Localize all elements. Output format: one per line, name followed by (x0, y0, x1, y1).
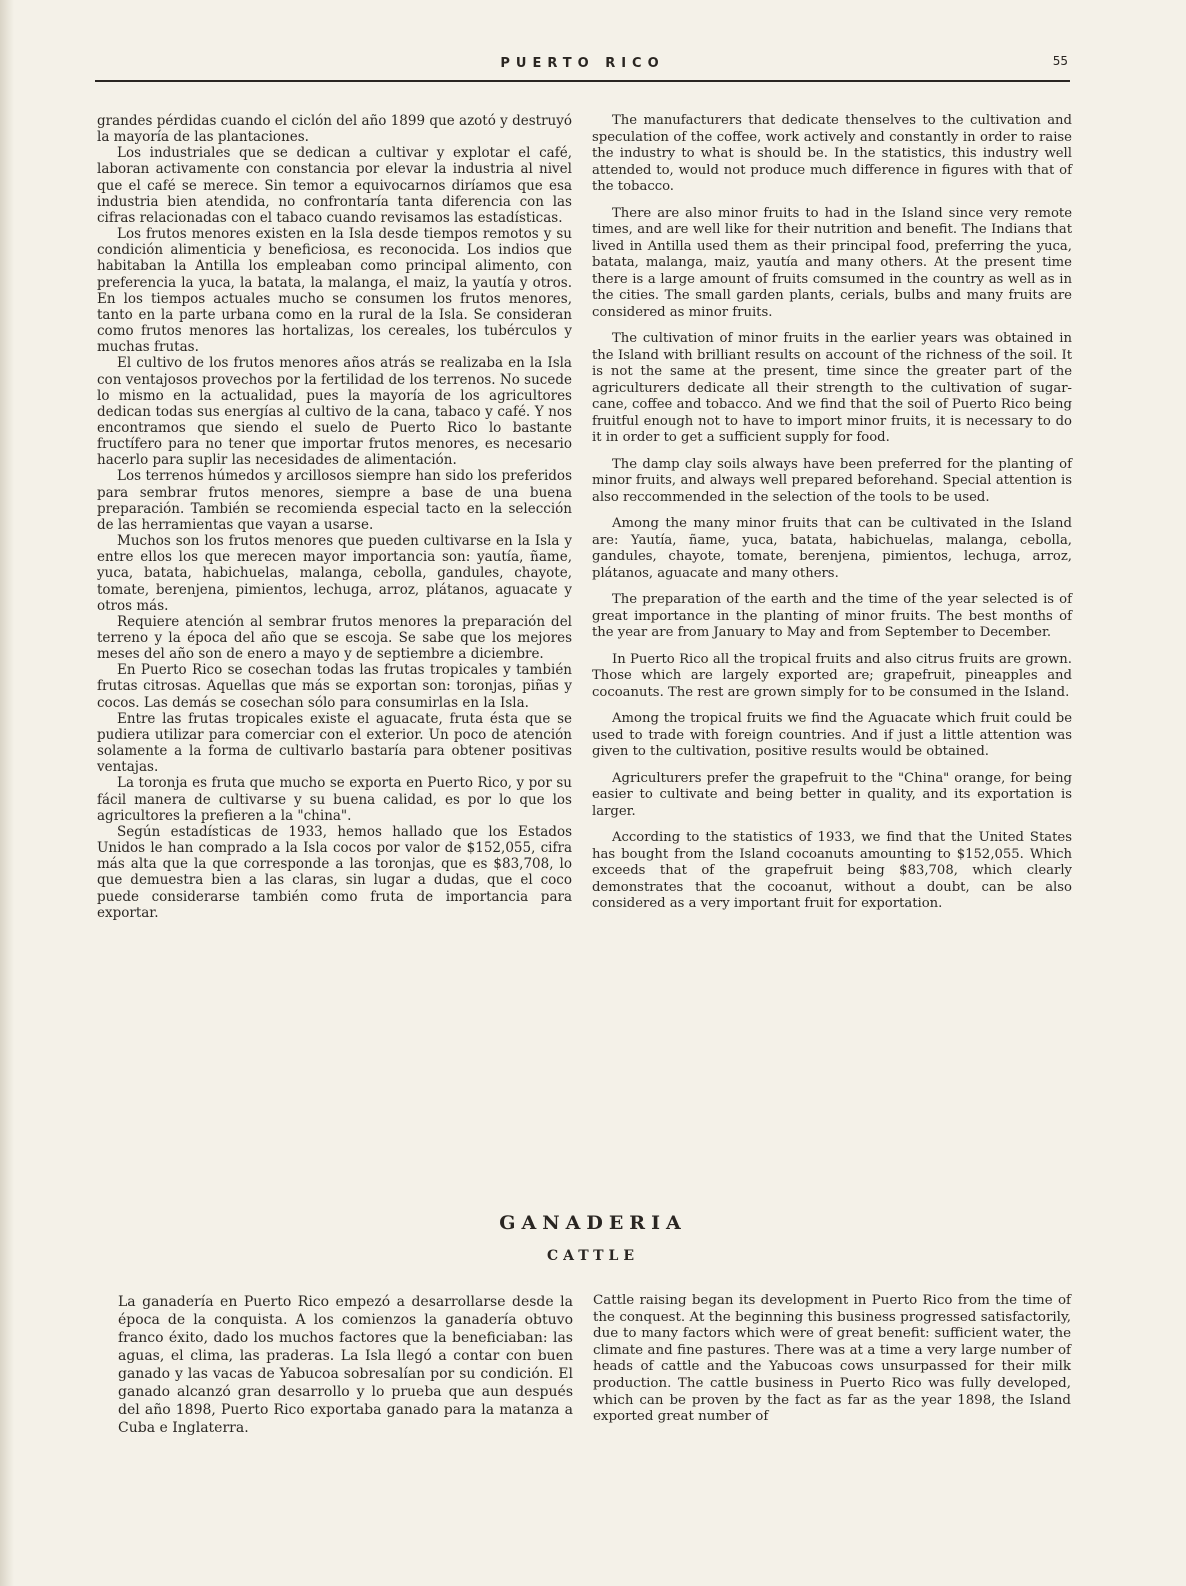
en-paragraph: Agriculturers prefer the grapefruit to the "China" orange, for being easier to cultivate and being better in quality, and its exportation is larger. (592, 770, 1072, 819)
page-number: 55 (1052, 54, 1068, 68)
en-paragraph: The cultivation of minor fruits in the earlier years was obtained in the Island with brilliant results on account of the richness of the soil. It is not the same at the present, time since the greater part of the agriculturers dedicate all their strength to the cultivation of sugar-cane, coffee and tobacco. And we find that the soil of Puerto Rico being fruitful enough not to have to import minor fruits, it is necessary to do it in order to get a sufficient supply for food. (592, 331, 1072, 445)
es-paragraph: Entre las frutas tropicales existe el aguacate, fruta ésta que se pudiera utilizar para comerciar con el exterior. Un poco de atención solamente a la forma de cultivarlo bastaría para obtener positivas ventajas. (97, 710, 572, 776)
spanish-column-top (97, 113, 572, 921)
es-paragraph: La toronja es fruta que mucho se exporta en Puerto Rico, y por su fácil manera de cultivarse y su buena calidad, es por lo que los agricultores la prefieren a la "china". (97, 775, 572, 824)
es-paragraph: El cultivo de los frutos menores años atrás se realizaba en la Isla con ventajosos provechos por la fertilidad de los terrenos. No sucede lo mismo en la actualidad, pues la mayoría de los agricultores dedican todas sus energías al cultivo de la cana, tabaco y café. Y nos encontramos que siendo el suelo de Puerto Rico lo bastante fructífero para no tener que importar frutos menores, es necesario hacerlo para suplir las necesidades de alimentación. (97, 355, 572, 469)
en-paragraph: Among the tropical fruits we find the Aguacate which fruit could be used to trade with foreign countries. And if just a little attention was given to the cultivation, positive results would be obtained. (592, 711, 1072, 759)
running-title: PUERTO RICO (500, 56, 665, 71)
es-paragraph: Muchos son los frutos menores que pueden cultivarse en la Isla y entre ellos los que merecen mayor importancia son: yautía, ñame, yuca, batata, habichuelas, malanga, cebolla, gandules, chayote, tomate, berenjena, pimientos, lechuga, arroz, plátanos, aguacate y otros más. (97, 533, 572, 614)
en-paragraph: In Puerto Rico all the tropical fruits and also citrus fruits are grown. Those which are largely exported are; grapefruit, pineapples and cocoanuts. The rest are grown simply for to be consumed in the Island. (592, 651, 1072, 700)
header-rule (95, 80, 1070, 82)
en-paragraph: The manufacturers that dedicate thenselves to the cultivation and speculation of the coffee, work actively and constantly in order to raise the industry to what is should be. In the statistics, this industry well attended to, would not produce much difference in figures with that of the tobacco. (592, 113, 1072, 194)
es-paragraph: En Puerto Rico se cosechan todas las frutas tropicales y también frutas citrosas. Aquellas que más se exportan son: toronjas, piñas y cocos. Las demás se cosechan sólo para consumirlas en la Isla. (97, 662, 572, 711)
es-paragraph: La ganadería en Puerto Rico empezó a desarrollarse desde la época de la conquista. A los comienzos la ganadería obtuvo franco éxito, dado los muchos factores que la beneficiaban: las aguas, el clima, las praderas. La Isla llegó a contar con buen ganado y las vacas de Yabucoa sobresalían por su condición. El ganado alcanzó gran desarrollo y lo prueba que aun después del año 1898, Puerto Rico exportaba ganado para la matanza a Cuba e Inglaterra. (118, 1294, 573, 1436)
spanish-column-bottom (118, 1293, 573, 1437)
section-title: GANADERIA (499, 1212, 687, 1234)
es-paragraph: Requiere atención al sembrar frutos menores la preparación del terreno y la época del año que se escoja. Se sabe que los mejores meses del año son de enero a mayo y de septiembre a diciembre. (97, 613, 572, 663)
en-paragraph: There are also minor fruits to had in the Island since very remote times, and are well like for their nutrition and benefit. The Indians that lived in Antilla used them as their principal food, preferring the yuca, batata, malanga, maiz, yautía and many others. At the present time there is a large amount of fruits comsumed in the country as well as in the cities. The small garden plants, cerials, bulbs and many fruits are considered as minor fruits. (592, 205, 1072, 320)
es-paragraph: grandes pérdidas cuando el ciclón del año 1899 que azotó y destruyó la mayoría de las plantaciones. (97, 113, 572, 146)
running-head (95, 52, 1070, 82)
es-paragraph: Los terrenos húmedos y arcillosos siempre han sido los preferidos para sembrar frutos menores, siempre a base de una buena preparación. También se recomienda especial tacto en la selección de las herramientas que vayan a usarse. (97, 468, 572, 533)
page-edge (0, 0, 14, 1586)
es-paragraph: Los industriales que se dedican a cultivar y explotar el café, laboran activamente con constancia por elevar la industria al nivel que el café se merece. Sin temor a equivocarnos diríamos que esa industria bien atendida, no confrontaría tanta diferencia con las cifras relacionadas con el tabaco cuando revisamos las estadísticas. (97, 145, 572, 226)
english-column-bottom (593, 1293, 1071, 1436)
en-paragraph: The damp clay soils always have been preferred for the planting of minor fruits, and always well prepared beforehand. Special attention is also reccommended in the selection of the tools to be used. (592, 456, 1072, 505)
en-paragraph: According to the statistics of 1933, we find that the United States has bought from the Island cocoanuts amounting to $152,055. Which exceeds that of the grapefruit being $83,708, which clearly demonstrates that the cocoanut, without a doubt, can be also considered as a very important fruit for exportation. (592, 830, 1072, 911)
en-paragraph: Among the many minor fruits that can be cultivated in the Island are: Yautía, ñame, yuca, batata, habichuelas, malanga, cebolla, gandules, chayote, tomate, berenjena, pimientos, lechuga, arroz, plátanos, aguacate and many others. (592, 516, 1072, 581)
es-paragraph: Los frutos menores existen en la Isla desde tiempos remotos y su condición alimenticia y beneficiosa, es reconocida. Los indios que habitaban la Antilla los empleaban como principal alimento, con preferencia la yuca, la batata, la malanga, el maiz, la yautía y otros. En los tiempos actuales mucho se consumen los frutos menores, tanto en la parte urbana como en la rural de la Isla. Se consideran como frutos menores las hortalizas, los cereales, los tubérculos y muchas frutas. (97, 226, 572, 356)
english-column-top (592, 113, 1072, 923)
en-paragraph: The preparation of the earth and the time of the year selected is of great importance in the planting of minor fruits. The best months of the year are from January to May and from September to December. (592, 592, 1072, 640)
es-paragraph: Según estadísticas de 1933, hemos hallado que los Estados Unidos le han comprado a la Isla cocos por valor de $152,055, cifra más alta que la que corresponde a las toronjas, que es $83,708, lo que demuestra bien a las claras, sin lugar a dudas, que el coco puede considerarse también como fruta de importancia para exportar. (97, 823, 572, 921)
en-paragraph: Cattle raising began its development in Puerto Rico from the time of the conquest. At the beginning this business progressed satisfactorily, due to many factors which were of great benefit: sufficient water, the climate and fine pastures. There was at a time a very large number of heads of cattle and the Yabucoas cows unsurpassed for their milk production. The cattle business in Puerto Rico was fully developed, which can be proven by the fact as far as the year 1898, the Island exported great number of (593, 1293, 1071, 1425)
section-subtitle: CATTLE (546, 1248, 640, 1264)
